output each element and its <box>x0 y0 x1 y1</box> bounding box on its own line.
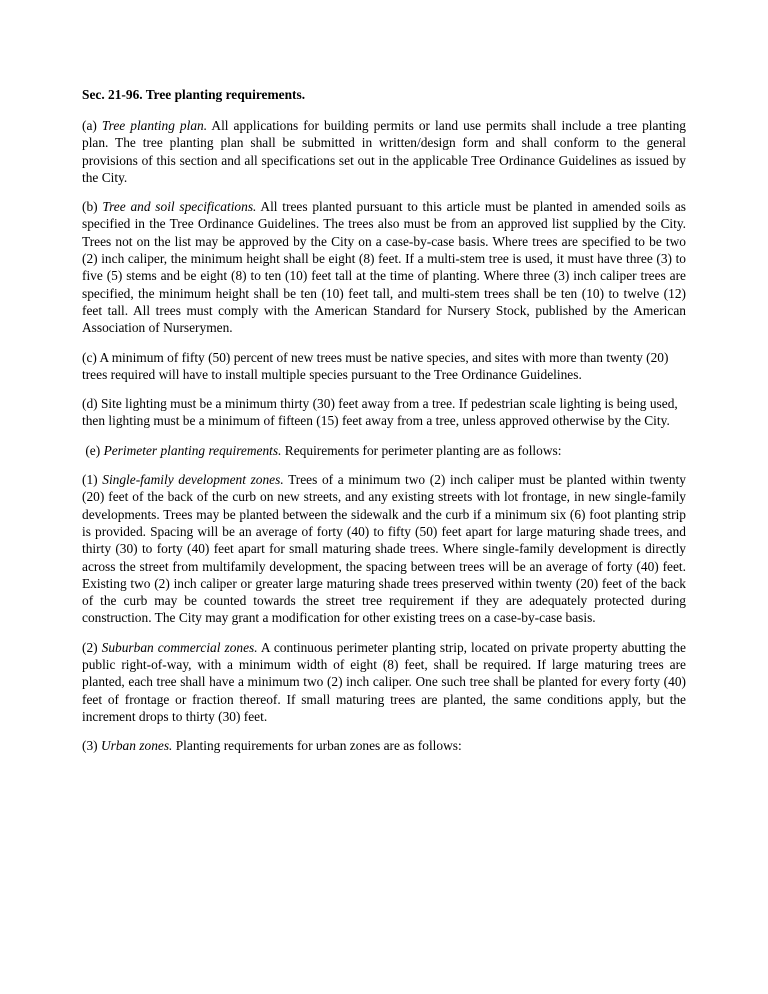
paragraph-e <box>82 442 686 459</box>
para-text: All applications for building permits or land use permits shall include a tree planting plan. The tree planting plan shall be submitted in written/design form and shall conform to the general provisions of this section and all specifications set out in the applicable Tree Ordinance Guidelines as issued by the City. <box>82 118 686 185</box>
para-title: Tree planting plan. <box>101 118 208 133</box>
paragraph-a <box>82 117 686 186</box>
para-label: (b) <box>82 199 103 215</box>
para-label: (3) <box>82 738 101 754</box>
para-title: Urban zones. <box>100 738 173 754</box>
paragraph-e2 <box>82 639 686 725</box>
para-text: Trees of a minimum two (2) inch caliper must be planted within twenty (20) feet of the back of the curb on new streets, and any existing streets with lot frontage, in new single-family developments. Trees may be planted between the sidewalk and the curb if a minimum six (6) foot planting strip is provided. Spacing will be an average of forty (40) to fifty (50) feet apart for large maturing shade trees, and thirty (30) to forty (40) feet apart for small maturing shade trees. Where single-family development is directly across the street from multifamily development, the spacing between trees will be an average of forty (40) feet. Existing two (2) inch caliper or greater large maturing shade trees preserved within twenty (20) feet of the back of the curb may be counted towards the street tree requirement if they are adequately protected during construction. The City may grant a modification for other existing trees on a case-by-case basis. <box>82 472 686 626</box>
para-title: Perimeter planting requirements. <box>103 442 282 458</box>
para-title: Suburban commercial zones. <box>101 639 258 655</box>
para-text: Requirements for perimeter planting are as follows: <box>281 442 562 458</box>
para-text: A continuous perimeter planting strip, located on private property abutting the public right-of-way, with a minimum width of eight (8) feet, shall be required. If large maturing trees are planted, each tree shall have a minimum two (2) inch caliper. One such tree shall be planted for every forty (40) feet of frontage or fraction thereof. If small maturing trees are planted, the same conditions apply, but the increment drops to thirty (30) feet. <box>82 639 686 724</box>
paragraph-d <box>82 395 686 430</box>
paragraph-c <box>82 349 686 384</box>
section-heading: Sec. 21-96. Tree planting requirements. <box>82 87 306 102</box>
paragraph-b <box>82 198 686 336</box>
para-text: (c) A minimum of fifty (50) percent of new trees must be native species, and sites with more than twenty (20) trees required will have to install multiple species pursuant to the Tree Ordinance Guidelines. <box>82 349 669 382</box>
para-title: Single-family development zones. <box>102 472 284 488</box>
paragraph-e1 <box>82 471 686 627</box>
para-label: (e) <box>82 442 104 458</box>
para-label: (a) <box>82 118 102 133</box>
document-page <box>82 86 686 767</box>
para-label: (1) <box>82 472 103 488</box>
para-text: Planting requirements for urban zones are as follows: <box>172 738 462 754</box>
para-text: All trees planted pursuant to this article must be planted in amended soils as specified in the Tree Ordinance Guidelines. The trees also must be from an approved list supplied by the City. Trees not on the list may be approved by the City on a case-by-case basis. Where trees are specified to be two (2) inch caliper, the minimum height shall be eight (8) feet. If a multi-stem tree is used, it must have three (3) to five (5) stems and be eight (8) to ten (10) feet tall at the time of planting. Where three (3) inch caliper trees are specified, the minimum height shall be ten (10) feet tall, and multi-stem trees shall be ten (10) to twelve (12) feet tall. All trees must comply with the American Standard for Nursery Stock, published by the American Association of Nurserymen. <box>82 199 686 336</box>
paragraph-e3 <box>82 737 686 754</box>
para-title: Tree and soil specifications. <box>102 199 257 215</box>
para-text: (d) Site lighting must be a minimum thirty (30) feet away from a tree. If pedestrian scale lighting is being used, then lighting must be a minimum of fifteen (15) feet away from a tree, unless approved otherwise by the City. <box>82 396 678 429</box>
para-label: (2) <box>82 639 102 655</box>
